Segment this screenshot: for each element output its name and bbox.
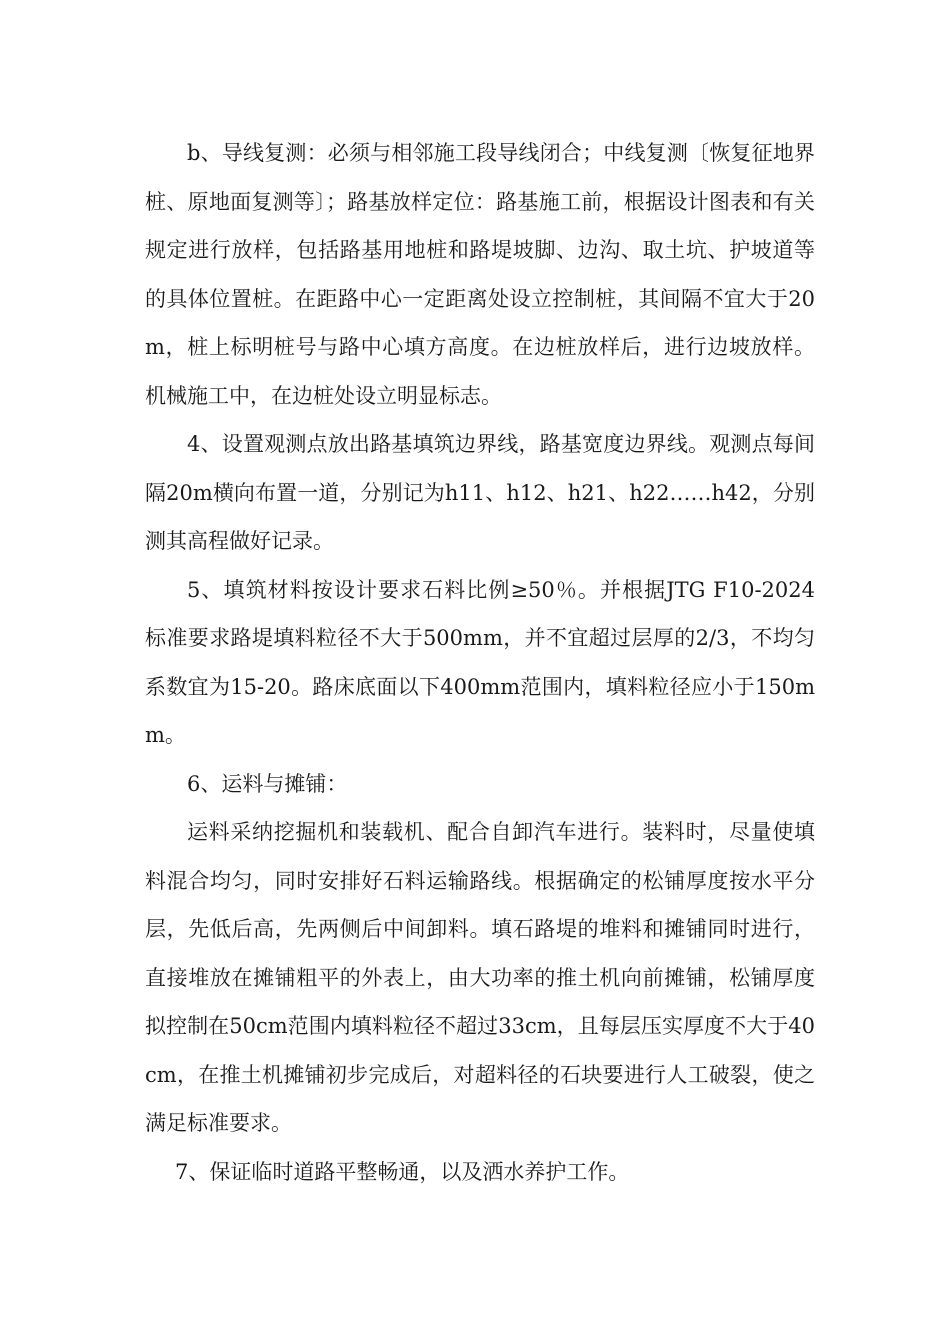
paragraph-6-transport-paving: 运料采纳挖掘机和装载机、配合自卸汽车进行。装料时，尽量使填料混合均匀，同时安排好石料运输路线。根据确定的松铺厚度按水平分层，先低后高，先两侧后中间卸料。填石路堤的堆料和摊铺同时进行，直接堆放在摊铺粗平的外表上，由大功率的推土机向前摊铺，松铺厚度拟控制在50cm范围内填料粒径不超过33cm，且每层压实厚度不大于40cm，在推土机摊铺初步完成后，对超料径的石块要进行人工破裂，使之满足标准要求。 (145, 820, 815, 1135)
paragraph-6-heading: 6、运料与摊铺： (187, 771, 348, 796)
paragraph-7-temporary-road: 7、保证临时道路平整畅通，以及洒水养护工作。 (175, 1159, 630, 1184)
document-body (145, 129, 815, 1196)
paragraph-5-fill-material: 5、填筑材料按设计要求石料比例≥50％。并根据JTG F10-2024 标准要求路堤填料粒径不大于500mm，并不宜超过层厚的2/3，不均匀系数宜为15-20。路床底面以下400mm范围内，填料粒径应小于150mm。 (145, 577, 815, 747)
paragraph-4-observation-points: 4、设置观测点放出路基填筑边界线，路基宽度边界线。观测点每间隔20m横向布置一道，分别记为h11、h12、h21、h22……h42，分别测其高程做好记录。 (145, 432, 815, 553)
paragraph-b-survey: b、导线复测：必须与相邻施工段导线闭合；中线复测〔恢复征地界桩、原地面复测等〕；路基放样定位：路基施工前，根据设计图表和有关规定进行放样，包括路基用地桩和路堤坡脚、边沟、取土坑、护坡道等的具体位置桩。在距路中心一定距离处设立控制桩，其间隔不宜大于20m，桩上标明桩号与路中心填方高度。在边桩放样后，进行边坡放样。机械施工中，在边桩处设立明显标志。 (145, 141, 815, 408)
